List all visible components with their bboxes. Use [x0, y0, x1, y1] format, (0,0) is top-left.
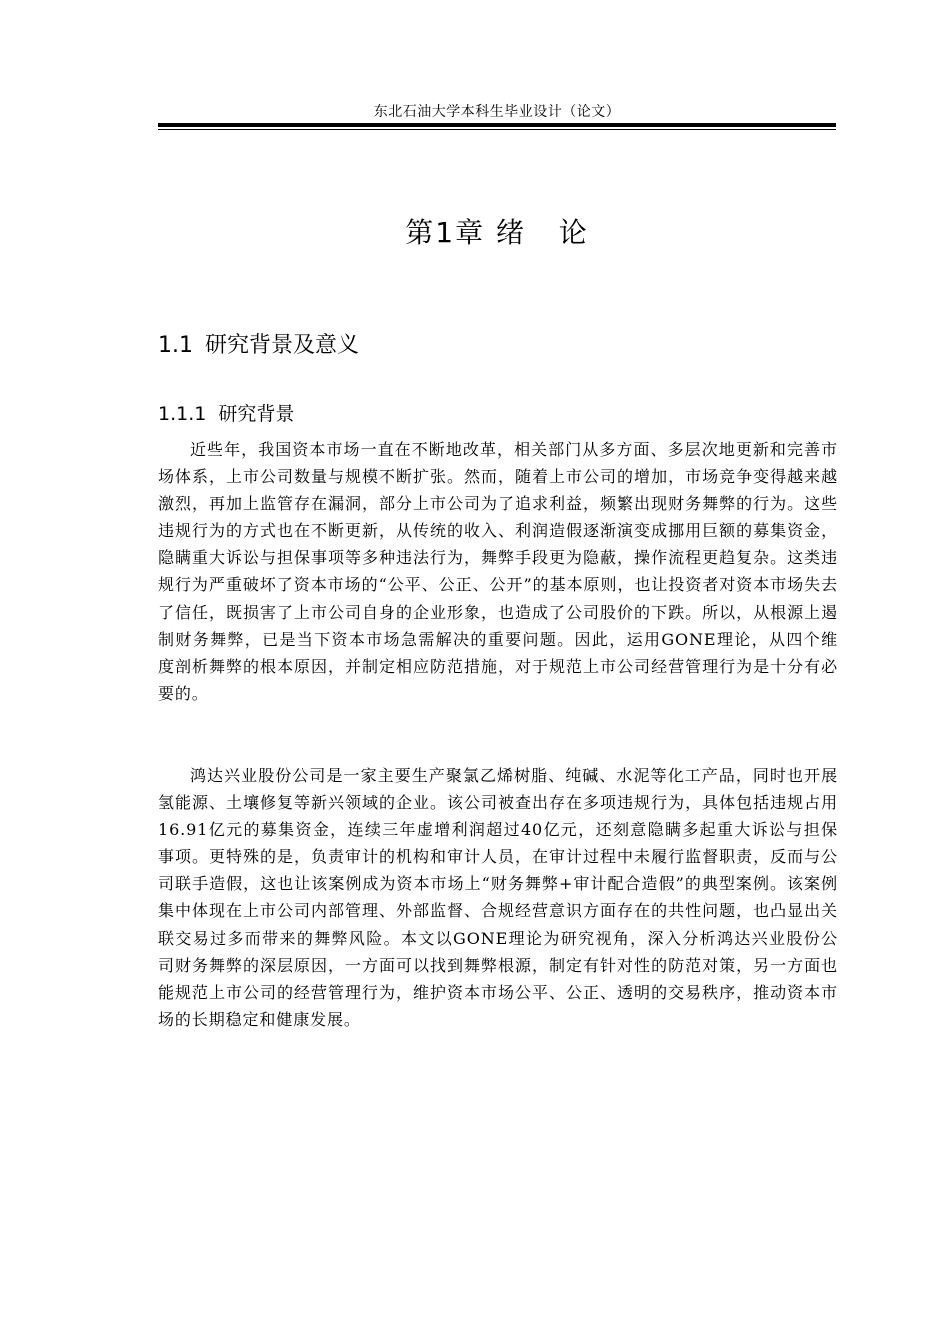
subsection-number: 1.1.1 [158, 403, 207, 425]
body-paragraph: 鸿达兴业股份公司是一家主要生产聚氯乙烯树脂、纯碱、水泥等化工产品，同时也开展氢能源、土壤修复等新兴领域的企业。该公司被查出存在多项违规行为，具体包括违规占用16.91亿元的募集资金，连续三年虚增利润超过40亿元，还刻意隐瞒多起重大诉讼与担保事项。更特殊的是，负责审计的机构和审计人员，在审计过程中未履行监督职责，反而与公司联手造假，这也让该案例成为资本市场上“财务舞弊+审计配合造假”的典型案例。该案例集中体现在上市公司内部管理、外部监督、合规经营意识方面存在的共性问题，也凸显出关联交易过多而带来的舞弊风险。本文以GONE理论为研究视角，深入分析鸿达兴业股份公司财务舞弊的深层原因，一方面可以找到舞弊根源，制定有针对性的防范对策，另一方面也能规范上市公司的经营管理行为，维护资本市场公平、公正、透明的交易秩序，推动资本市场的长期稳定和健康发展。 [158, 766, 838, 1029]
chapter-title: 第1章 绪 论 [405, 216, 589, 249]
header-rule-thin [158, 129, 836, 130]
section-title: 研究背景及意义 [205, 333, 360, 358]
subsection-heading [158, 400, 294, 428]
subsection-title: 研究背景 [218, 403, 295, 425]
section-heading [158, 331, 359, 361]
section-number: 1.1 [158, 333, 193, 358]
header-rule-thick [158, 123, 836, 127]
page-header: 东北石油大学本科生毕业设计（论文） [373, 104, 621, 120]
body-paragraph: 近些年，我国资本市场一直在不断地改革，相关部门从多方面、多层次地更新和完善市场体系，上市公司数量与规模不断扩张。然而，随着上市公司的增加，市场竞争变得越来越激烈，再加上监管存在漏洞，部分上市公司为了追求利益，频繁出现财务舞弊的行为。这些违规行为的方式也在不断更新，从传统的收入、利润造假逐渐演变成挪用巨额的募集资金，隐瞒重大诉讼与担保事项等多种违法行为，舞弊手段更为隐蔽，操作流程更趋复杂。这类违规行为严重破坏了资本市场的“公平、公正、公开”的基本原则，也让投资者对资本市场失去了信任，既损害了上市公司自身的企业形象，也造成了公司股价的下跌。所以，从根源上遏制财务舞弊，已是当下资本市场急需解决的重要问题。因此，运用GONE理论，从四个维度剖析舞弊的根本原因，并制定相应防范措施，对于规范上市公司经营管理行为是十分有必要的。 [158, 440, 838, 703]
